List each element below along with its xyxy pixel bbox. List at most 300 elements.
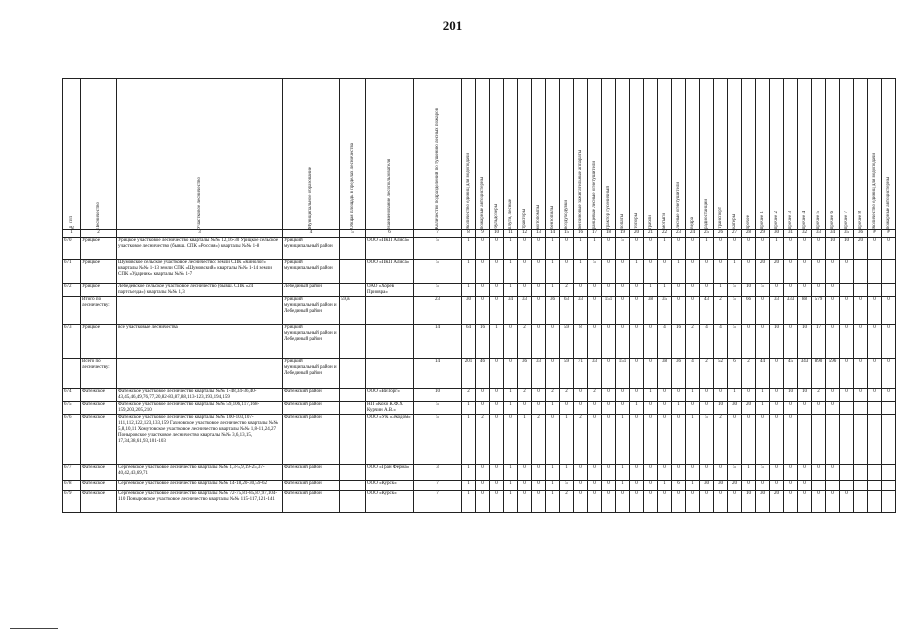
value-cell: 10 (414, 389, 462, 402)
value-cell: 0 (602, 359, 616, 389)
value-cell: 0 (700, 402, 714, 415)
value-cell: 43 (700, 297, 714, 325)
value-cell (812, 481, 826, 491)
value-cell: 0 (490, 465, 504, 481)
value-cell: 0 (728, 415, 742, 465)
value-cell: 0 (490, 297, 504, 325)
value-cell: 1 (686, 389, 700, 402)
column-number: 19 (616, 230, 630, 238)
header-equipment: бензопилы (546, 79, 560, 230)
value-cell: 36 (672, 359, 686, 389)
value-cell (868, 402, 882, 415)
column-number: 32 (798, 230, 812, 238)
value-cell: 0 (490, 284, 504, 297)
value-cell: 10 (770, 325, 784, 359)
column-number: 11 (504, 230, 518, 238)
value-cell: 0 (686, 297, 700, 325)
cell: 678 (63, 481, 81, 491)
value-cell: 0 (490, 359, 504, 389)
value-cell: 0 (532, 325, 546, 359)
value-cell: 0 (518, 465, 532, 481)
column-number: 25 (700, 230, 714, 238)
value-cell: 0 (672, 389, 686, 402)
value-cell: 0 (490, 238, 504, 260)
value-cell: 0 (686, 238, 700, 260)
table-row (63, 260, 896, 284)
value-cell: 0 (546, 415, 560, 465)
value-cell: 0 (602, 238, 616, 260)
header-equipment: прочее 7 (840, 79, 854, 230)
value-cell: 20 (770, 260, 784, 284)
value-cell: 1 (728, 260, 742, 284)
value-cell: 0 (770, 402, 784, 415)
header-col2: Лесничество (81, 79, 117, 230)
value-cell: 0 (532, 491, 546, 513)
page-number: 201 (442, 18, 463, 33)
value-cell: 0 (784, 260, 798, 284)
value-cell: 0 (644, 260, 658, 284)
value-cell: 1 (616, 465, 630, 481)
cell: 679 (63, 491, 81, 513)
value-cell: 1 (560, 465, 574, 481)
value-cell: 10 (742, 284, 756, 297)
value-cell: 0 (868, 389, 882, 402)
value-cell: 0 (714, 389, 728, 402)
value-cell: 20 (854, 238, 868, 260)
cell: Сергеевское участковое лесничество кварталы №№ 14-18,20-30,59-62 (117, 481, 283, 491)
header-equipment: прочее 5 (812, 79, 826, 230)
value-cell: 20 (742, 402, 756, 415)
value-cell (854, 284, 868, 297)
value-cell: 0 (686, 465, 700, 481)
value-cell: 0 (476, 260, 490, 284)
cell: Фатежское участковое лесничество кварталы №№ 59,106,117,168-159,203,205,210 (117, 402, 283, 415)
cell: ООО «ВиТорг» (366, 389, 414, 402)
value-cell: 2 (560, 389, 574, 402)
column-number: 13 (532, 230, 546, 238)
value-cell: 0 (658, 491, 672, 513)
value-cell: 0 (826, 491, 840, 513)
value-cell: 1 (742, 465, 756, 481)
cell: Урицкий муниципальный район и Лебединый район (283, 297, 340, 325)
cell: ООО «Курск» (366, 491, 414, 513)
value-cell: 0 (840, 260, 854, 284)
header-equipment: транспорт (714, 79, 728, 230)
table-row (63, 481, 896, 491)
value-cell: 10 (742, 491, 756, 513)
value-cell: 0 (630, 481, 644, 491)
cell: 670 (63, 238, 81, 260)
value-cell: 0 (784, 465, 798, 481)
value-cell: 1 (658, 284, 672, 297)
value-cell: 0 (630, 238, 644, 260)
header-col7: Количество подразделений по тушению лесных пожаров (414, 79, 462, 230)
cell: 675 (63, 402, 81, 415)
value-cell: 0 (854, 325, 868, 359)
value-cell: 1 (462, 284, 476, 297)
header-equipment: ведра (686, 79, 700, 230)
value-cell: 5 (588, 260, 602, 284)
value-cell: 0 (770, 465, 784, 481)
column-number: 3 (117, 230, 283, 238)
value-cell: 0 (770, 481, 784, 491)
value-cell: 17 (812, 325, 826, 359)
value-cell: 0 (602, 465, 616, 481)
value-cell: 0 (798, 238, 812, 260)
value-cell: 0 (616, 491, 630, 513)
value-cell: 0 (532, 297, 546, 325)
cell: 673 (63, 325, 81, 359)
value-cell: 0 (714, 465, 728, 481)
value-cell: 1 (588, 238, 602, 260)
cell: ООО «ПКП Алиса» (366, 260, 414, 284)
value-cell: 0 (742, 415, 756, 465)
value-cell: 10 (840, 238, 854, 260)
value-cell: 16 (476, 325, 490, 359)
value-cell: 0 (672, 465, 686, 481)
value-cell: 1 (462, 491, 476, 513)
cell: Фатежский район (283, 389, 340, 402)
value-cell: 0 (532, 402, 546, 415)
value-cell: 0 (742, 238, 756, 260)
value-cell: 1 (546, 491, 560, 513)
cell: ООО «ПКП Алиса» (366, 238, 414, 260)
column-number: 5 (340, 230, 366, 238)
value-cell: 66 (742, 297, 756, 325)
table-row (63, 402, 896, 415)
value-cell: 0 (714, 238, 728, 260)
value-cell: 343 (798, 359, 812, 389)
value-cell: 59 (560, 325, 574, 359)
value-cell: 0 (518, 491, 532, 513)
value-cell: 0 (658, 415, 672, 465)
value-cell: 5 (728, 325, 742, 359)
value-cell: 34 (504, 297, 518, 325)
value-cell: 1 (462, 260, 476, 284)
table-row (63, 297, 896, 325)
value-cell: 5 (414, 284, 462, 297)
value-cell: 0 (770, 415, 784, 465)
value-cell (882, 260, 896, 284)
value-cell: 1 (616, 415, 630, 465)
value-cell: 0 (826, 389, 840, 402)
cell: Фатежское участковое лесничество кварталы №№ 100-103,107-111,112,122,123,133,159 Гахновское участковое лесничество кварталы №№ 5,8,10,11 Хомутовское участковое лесничество кварталы №№ 1,8-11,24,27 Поныровское участковое лесничество кварталы №№ 3,6,13,15, 17,34,38,61,93,101-103 (117, 415, 283, 465)
column-number: 1 (63, 230, 81, 238)
cell: Фатежский район (283, 465, 340, 481)
cell (63, 297, 81, 325)
column-number: 36 (854, 230, 868, 238)
cell: все участковые лесничества (117, 325, 283, 359)
value-cell: 0 (644, 491, 658, 513)
value-cell: 2 (574, 415, 588, 465)
value-cell: 1 (462, 481, 476, 491)
value-cell: 0 (826, 260, 840, 284)
value-cell: 0 (868, 359, 882, 389)
value-cell: 0 (616, 284, 630, 297)
value-cell: 33 (770, 297, 784, 325)
value-cell: 0 (574, 389, 588, 402)
column-number: 31 (784, 230, 798, 238)
value-cell: 0 (686, 260, 700, 284)
cell: Лебединый район (283, 284, 340, 297)
value-cell: 36 (546, 297, 560, 325)
value-cell: 0 (490, 402, 504, 415)
value-cell: 0 (560, 260, 574, 284)
cell: 672 (63, 284, 81, 297)
value-cell: 0 (490, 491, 504, 513)
value-cell: 1 (630, 260, 644, 284)
value-cell: 36 (518, 359, 532, 389)
value-cell: 0 (770, 359, 784, 389)
header-equipment: пожарные автоцистерны (882, 79, 896, 230)
header-col3: Участковое лесничество (117, 79, 283, 230)
value-cell: 0 (798, 402, 812, 415)
value-cell (854, 491, 868, 513)
value-cell: 5 (700, 415, 714, 465)
value-cell: 890 (812, 359, 826, 389)
value-cell: 0 (546, 325, 560, 359)
value-cell: 0 (840, 325, 854, 359)
value-cell: 0 (602, 491, 616, 513)
value-cell (882, 491, 896, 513)
value-cell: 1 (504, 481, 518, 491)
value-cell: 0 (602, 284, 616, 297)
value-cell (854, 481, 868, 491)
value-cell: 1 (490, 325, 504, 359)
column-number: 18 (602, 230, 616, 238)
column-number: 29 (756, 230, 770, 238)
value-cell: 2 (518, 325, 532, 359)
value-cell: 0 (518, 238, 532, 260)
table-row (63, 491, 896, 513)
value-cell: 7 (414, 491, 462, 513)
value-cell: 0 (574, 481, 588, 491)
cell (340, 481, 366, 491)
value-cell: 0 (784, 284, 798, 297)
value-cell: 0 (616, 325, 630, 359)
cell (340, 260, 366, 284)
value-cell: 3 (414, 465, 462, 481)
value-cell: 0 (812, 465, 826, 481)
column-number: 34 (826, 230, 840, 238)
value-cell: 0 (658, 389, 672, 402)
value-cell: 0 (742, 481, 756, 491)
value-cell: 0 (812, 238, 826, 260)
value-cell: 0 (532, 284, 546, 297)
column-number: 27 (728, 230, 742, 238)
value-cell: 0 (490, 415, 504, 465)
value-cell: 0 (518, 284, 532, 297)
value-cell: 5 (756, 465, 770, 481)
value-cell: 1 (546, 402, 560, 415)
value-cell: 30 (700, 481, 714, 491)
header-equipment: бензиновые зажигательные аппараты (574, 79, 588, 230)
cell: НП «Кохо К.Ф.Х Курчин А.В.» (366, 402, 414, 415)
header-equipment: лесные огнетушители (672, 79, 686, 230)
value-cell: 0 (826, 402, 840, 415)
value-cell: 45 (784, 359, 798, 389)
value-cell: 0 (616, 297, 630, 325)
value-cell: 2 (686, 325, 700, 359)
value-cell: 2 (518, 389, 532, 402)
value-cell: 5 (414, 238, 462, 260)
cell: Фатежское участковое лесничество кварталы №№ 1-48,34-36,40-43,45,46,49,76,77,20,82-83,87,88,113-123,193,194,159 (117, 389, 283, 402)
cell: Урицкое (81, 260, 117, 284)
value-cell: 30 (714, 481, 728, 491)
value-cell: 1 (616, 481, 630, 491)
value-cell: 5 (728, 297, 742, 325)
value-cell: 0 (588, 465, 602, 481)
value-cell: 0 (672, 491, 686, 513)
column-number: 9 (476, 230, 490, 238)
value-cell: 0 (630, 325, 644, 359)
value-cell: 0 (490, 260, 504, 284)
value-cell: 33 (518, 297, 532, 325)
cell: Фатежское (81, 389, 117, 402)
value-cell: 5 (728, 465, 742, 481)
value-cell: 20 (728, 481, 742, 491)
cell: Фатежское (81, 402, 117, 415)
value-cell: 7 (414, 481, 462, 491)
value-cell: 0 (476, 491, 490, 513)
value-cell: 0 (672, 415, 686, 465)
cell (340, 415, 366, 465)
value-cell: 0 (728, 238, 742, 260)
value-cell: 64 (462, 325, 476, 359)
value-cell: 0 (630, 359, 644, 389)
value-cell: 2 (742, 359, 756, 389)
value-cell: 0 (574, 284, 588, 297)
column-number: 8 (462, 230, 476, 238)
value-cell: 0 (602, 260, 616, 284)
value-cell: 1 (462, 238, 476, 260)
value-cell: 0 (742, 389, 756, 402)
value-cell (882, 481, 896, 491)
value-cell: 20 (756, 260, 770, 284)
value-cell: 0 (602, 415, 616, 465)
value-cell (840, 284, 854, 297)
value-cell: 0 (686, 491, 700, 513)
column-number: 4 (283, 230, 340, 238)
value-cell: 0 (490, 389, 504, 402)
cell: Фатежское (81, 491, 117, 513)
cell: Урицкое (81, 325, 117, 359)
cell (117, 359, 283, 389)
value-cell: 0 (532, 389, 546, 402)
header-equipment: мотыги (658, 79, 672, 230)
value-cell: 30 (728, 402, 742, 415)
value-cell: 0 (476, 402, 490, 415)
value-cell: 0 (476, 297, 490, 325)
column-number: 20 (630, 230, 644, 238)
value-cell: 0 (854, 297, 868, 325)
value-cell: 2 (588, 389, 602, 402)
value-cell: 0 (574, 465, 588, 481)
value-cell: 1 (504, 491, 518, 513)
column-number: 17 (588, 230, 602, 238)
value-cell: 1 (686, 415, 700, 465)
value-cell: 0 (728, 491, 742, 513)
header-equipment: прочее 6 (826, 79, 840, 230)
cell (340, 389, 366, 402)
value-cell: 1 (546, 465, 560, 481)
value-cell: 0 (560, 238, 574, 260)
value-cell: 0 (630, 465, 644, 481)
value-cell: 0 (812, 284, 826, 297)
value-cell: 0 (588, 491, 602, 513)
header-equipment: Количество единиц для водоподачи (462, 79, 476, 230)
value-cell: 23 (414, 297, 462, 325)
value-cell: 0 (826, 325, 840, 359)
value-cell: 0 (518, 481, 532, 491)
value-cell: 0 (756, 415, 770, 465)
value-cell: 0 (770, 389, 784, 402)
cell (340, 465, 366, 481)
value-cell: 0 (854, 389, 868, 402)
value-cell: 20 (770, 491, 784, 513)
value-cell: 5 (414, 260, 462, 284)
cell: Фатежский район (283, 415, 340, 465)
value-cell: 10 (798, 389, 812, 402)
value-cell: 0 (630, 297, 644, 325)
value-cell: 5 (728, 284, 742, 297)
value-cell: 0 (532, 260, 546, 284)
value-cell: 1 (658, 238, 672, 260)
cell: 671 (63, 260, 81, 284)
value-cell: 0 (574, 491, 588, 513)
cell: ООО «Гран Ферма» (366, 465, 414, 481)
value-cell: 30 (462, 297, 476, 325)
value-cell: 5 (616, 238, 630, 260)
value-cell: 0 (574, 402, 588, 415)
value-cell: 0 (826, 465, 840, 481)
value-cell: 0 (784, 238, 798, 260)
value-cell (854, 402, 868, 415)
value-cell: 0 (476, 465, 490, 481)
value-cell: 38 (658, 359, 672, 389)
value-cell (882, 415, 896, 465)
cell: Урицкое участковое лесничество кварталы №№ 12,16-30 Урицкое сельское участковое лесничество (бывш. СПК «Россия») кварталы №№ 1-8 (117, 238, 283, 260)
header-equipment: прочее 4 (798, 79, 812, 230)
column-number: 30 (770, 230, 784, 238)
value-cell (868, 260, 882, 284)
value-cell: 0 (672, 284, 686, 297)
cell: Всего по лесничеству: (81, 359, 117, 389)
column-number: 24 (686, 230, 700, 238)
value-cell: 0 (700, 465, 714, 481)
value-cell: 8 (574, 325, 588, 359)
cell: Сергеевское участковое лесничество кварталы №№ 72-75,81-85,87,97,104-110 Поныровское участковое лесничество кварталы №№ 115-117,121-141 (117, 491, 283, 513)
value-cell: 0 (756, 325, 770, 359)
value-cell: 0 (546, 359, 560, 389)
table-row (63, 284, 896, 297)
value-cell: 0 (658, 260, 672, 284)
value-cell: 0 (714, 260, 728, 284)
value-cell: 1 (672, 402, 686, 415)
value-cell: 0 (532, 481, 546, 491)
value-cell: 0 (798, 465, 812, 481)
column-number: 28 (742, 230, 756, 238)
value-cell: 0 (504, 325, 518, 359)
column-number: 6 (366, 230, 414, 238)
value-cell: 1 (518, 415, 532, 465)
value-cell: 2 (560, 491, 574, 513)
value-cell: 10 (826, 238, 840, 260)
cell (366, 297, 414, 325)
value-cell: 1 (630, 402, 644, 415)
value-cell: 0 (672, 297, 686, 325)
value-cell: 0 (630, 491, 644, 513)
